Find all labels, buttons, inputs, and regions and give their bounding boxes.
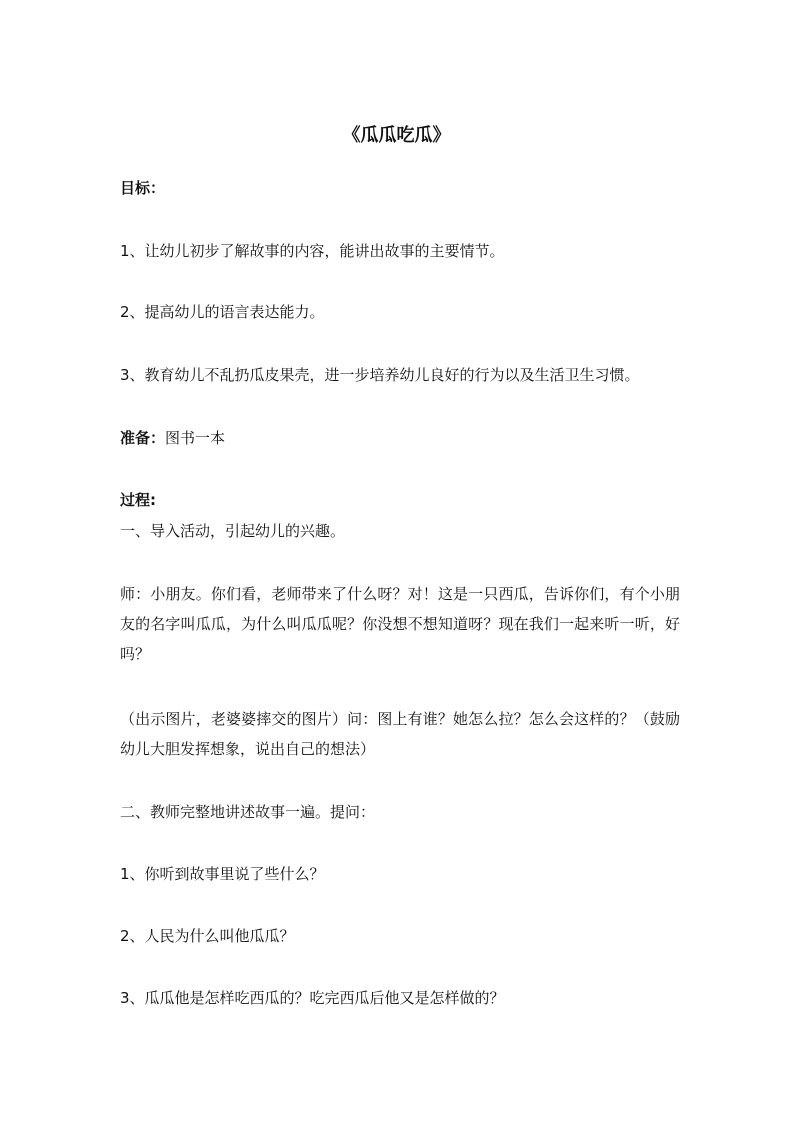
prep-heading: 准备：: [120, 429, 166, 447]
prep-text: 图书一本: [165, 429, 226, 447]
picture-note: （出示图片，老婆婆摔交的图片）问：图上有谁？她怎么拉？怎么会这样的？（鼓励幼儿大胆发挥想象，说出自己的想法）: [120, 710, 680, 758]
question-item: 3、瓜瓜他是怎样吃西瓜的？吃完西瓜后他又是怎样做的？: [120, 989, 505, 1007]
document-title: 《瓜瓜吃瓜》: [342, 125, 451, 146]
goal-item: 2、提高幼儿的语言表达能力。: [120, 303, 325, 321]
teacher-speech: 师：小朋友。你们看，老师带来了什么呀？对！这是一只西瓜，告诉你们，有个小朋友的名字叫瓜瓜，为什么叫瓜瓜呢？你没想不想知道呀？现在我们一起来听一听，好吗？: [120, 585, 680, 663]
goals-heading: 目标：: [120, 179, 166, 197]
process-step-2: 二、教师完整地讲述故事一遍。提问：: [120, 803, 376, 821]
goal-item: 3、教育幼儿不乱扔瓜皮果壳，进一步培养幼儿良好的行为以及生活卫生习惯。: [120, 366, 640, 384]
question-item: 2、人民为什么叫他瓜瓜？: [120, 927, 295, 945]
question-item: 1、你听到故事里说了些什么？: [120, 865, 325, 883]
process-heading: 过程:: [120, 491, 156, 509]
goal-item: 1、让幼儿初步了解故事的内容，能讲出故事的主要情节。: [120, 242, 505, 260]
prep-line: [120, 428, 225, 448]
process-step-1: 一、导入活动，引起幼儿的兴趣。: [120, 522, 346, 540]
